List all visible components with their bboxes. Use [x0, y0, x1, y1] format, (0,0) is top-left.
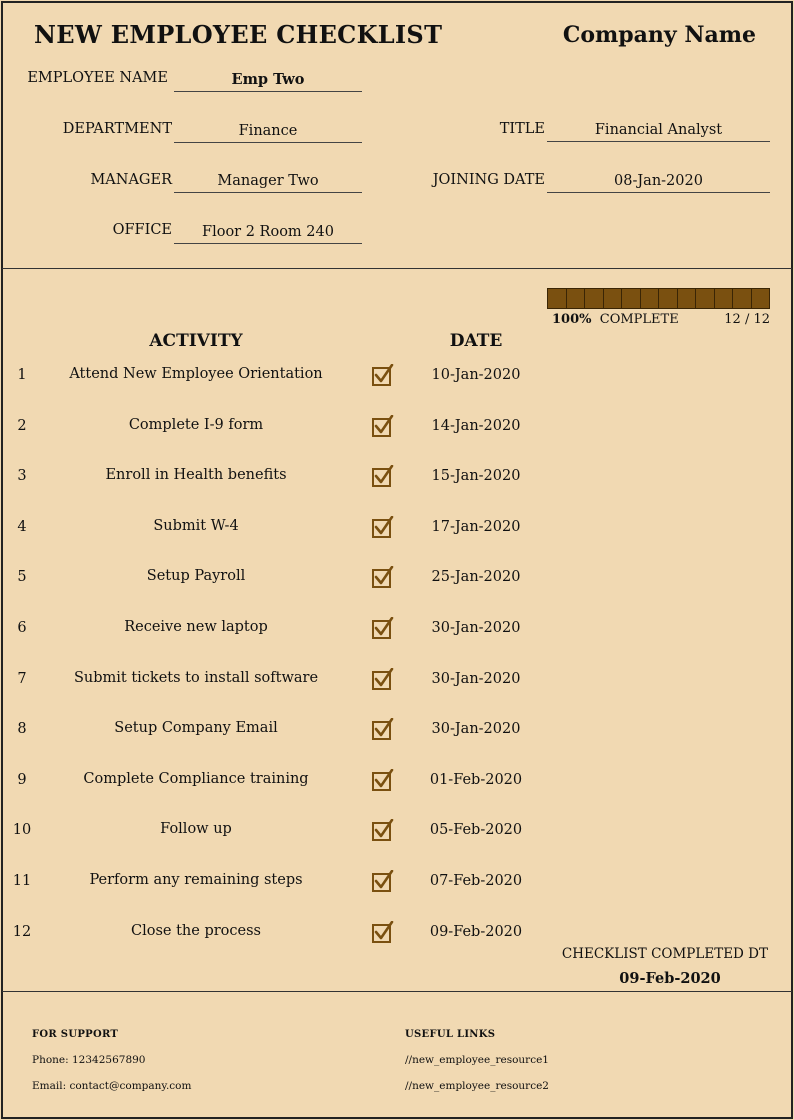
row-number: 8 [17, 721, 27, 738]
progress-segment [659, 289, 678, 308]
progress-segment [696, 289, 715, 308]
department-field[interactable]: Finance [174, 121, 362, 143]
activity-text: Submit W-4 [153, 517, 239, 534]
checklist-row [0, 413, 794, 443]
row-number: 11 [12, 873, 32, 889]
row-number: 3 [17, 468, 27, 485]
checklist-row [0, 767, 794, 797]
checkbox-checked-icon[interactable] [372, 870, 394, 892]
activity-date: 30-Jan-2020 [431, 620, 521, 636]
progress-segment [622, 289, 641, 308]
checklist-completed-label: CHECKLIST COMPLETED DT [561, 946, 768, 962]
section-divider [2, 268, 792, 269]
activity-text: Submit tickets to install software [73, 669, 319, 686]
checklist-row [0, 615, 794, 645]
progress-fraction: 12 / 12 [724, 312, 770, 327]
checkbox-checked-icon[interactable] [372, 415, 394, 437]
support-email[interactable]: Email: contact@company.com [32, 1080, 192, 1092]
checklist-row [0, 463, 794, 493]
activity-text: Complete I-9 form [128, 416, 264, 433]
progress-segment [604, 289, 623, 308]
employee-name-field[interactable]: Emp Two [174, 70, 362, 92]
office-label: OFFICE [112, 222, 172, 238]
activity-text: Setup Payroll [146, 568, 246, 585]
activity-text: Perform any remaining steps [89, 872, 303, 888]
activity-text: Receive new laptop [124, 619, 268, 635]
row-number: 7 [17, 670, 27, 687]
progress-segment [567, 289, 586, 308]
activity-text: Follow up [160, 821, 232, 838]
progress-segment [641, 289, 660, 308]
activity-text: Complete Compliance training [83, 770, 309, 787]
row-number: 1 [17, 367, 27, 383]
support-phone: Phone: 12342567890 [32, 1054, 146, 1066]
row-number: 2 [17, 417, 27, 434]
activity-date: 30-Jan-2020 [431, 670, 521, 687]
checklist-row [0, 564, 794, 594]
progress-label [552, 312, 679, 327]
activity-column-header: ACTIVITY [149, 331, 243, 351]
progress-complete-label: COMPLETE [599, 312, 679, 327]
manager-field[interactable]: Manager Two [174, 171, 362, 193]
activity-date: 15-Jan-2020 [431, 468, 521, 485]
progress-percent: 100% [552, 312, 592, 327]
checkbox-checked-icon[interactable] [372, 566, 394, 588]
row-number: 10 [12, 822, 32, 839]
checklist-row [0, 514, 794, 544]
activity-date: 05-Feb-2020 [429, 822, 523, 839]
activity-text: Close the process [131, 922, 261, 939]
checkbox-checked-icon[interactable] [372, 668, 394, 690]
progress-segment [752, 289, 770, 308]
activity-date: 30-Jan-2020 [431, 721, 521, 738]
progress-segment [548, 289, 567, 308]
checklist-row [0, 666, 794, 696]
joining-date-field[interactable]: 08-Jan-2020 [547, 171, 770, 193]
checklist-row [0, 362, 794, 392]
checkbox-checked-icon[interactable] [372, 718, 394, 740]
checkbox-checked-icon[interactable] [372, 516, 394, 538]
department-label: DEPARTMENT [62, 121, 172, 137]
activity-date: 01-Feb-2020 [429, 771, 523, 788]
row-number: 6 [17, 620, 27, 636]
checkbox-checked-icon[interactable] [372, 819, 394, 841]
employee-name-label: EMPLOYEE NAME [27, 70, 168, 86]
activity-date: 09-Feb-2020 [429, 923, 523, 940]
activity-date: 07-Feb-2020 [429, 873, 523, 889]
activity-date: 17-Jan-2020 [431, 518, 521, 535]
row-number: 5 [17, 569, 27, 586]
activity-date: 10-Jan-2020 [431, 367, 521, 383]
activity-date: 14-Jan-2020 [431, 417, 521, 434]
support-header: FOR SUPPORT [32, 1029, 119, 1040]
useful-link-2[interactable]: //new_employee_resource2 [405, 1080, 549, 1092]
checklist-completed-date: 09-Feb-2020 [619, 970, 721, 987]
checklist-row [0, 716, 794, 746]
office-field[interactable]: Floor 2 Room 240 [174, 222, 362, 244]
title-field[interactable]: Financial Analyst [547, 120, 770, 142]
checklist-row [0, 868, 794, 898]
page-title: NEW EMPLOYEE CHECKLIST [34, 20, 443, 49]
company-name: Company Name [562, 22, 756, 48]
title-label: TITLE [499, 121, 545, 137]
progress-segment [585, 289, 604, 308]
checkbox-checked-icon[interactable] [372, 769, 394, 791]
row-number: 9 [17, 771, 27, 788]
activity-text: Enroll in Health benefits [105, 467, 287, 484]
activity-date: 25-Jan-2020 [431, 569, 521, 586]
footer-divider [2, 991, 792, 992]
checkbox-checked-icon[interactable] [372, 465, 394, 487]
activity-text: Setup Company Email [114, 720, 278, 737]
manager-label: MANAGER [90, 172, 172, 188]
progress-bar [547, 288, 770, 309]
checkbox-checked-icon[interactable] [372, 921, 394, 943]
row-number: 12 [12, 923, 32, 940]
activity-text: Attend New Employee Orientation [69, 366, 323, 382]
checklist-row [0, 919, 794, 949]
checkbox-checked-icon[interactable] [372, 617, 394, 639]
checklist-row [0, 817, 794, 847]
useful-link-1[interactable]: //new_employee_resource1 [405, 1054, 549, 1066]
date-column-header: DATE [449, 331, 503, 351]
progress-segment [733, 289, 752, 308]
checkbox-checked-icon[interactable] [372, 364, 394, 386]
useful-links-header: USEFUL LINKS [405, 1029, 496, 1040]
joining-date-label: JOINING DATE [432, 172, 545, 188]
row-number: 4 [17, 518, 27, 535]
progress-segment [715, 289, 734, 308]
progress-segment [678, 289, 697, 308]
